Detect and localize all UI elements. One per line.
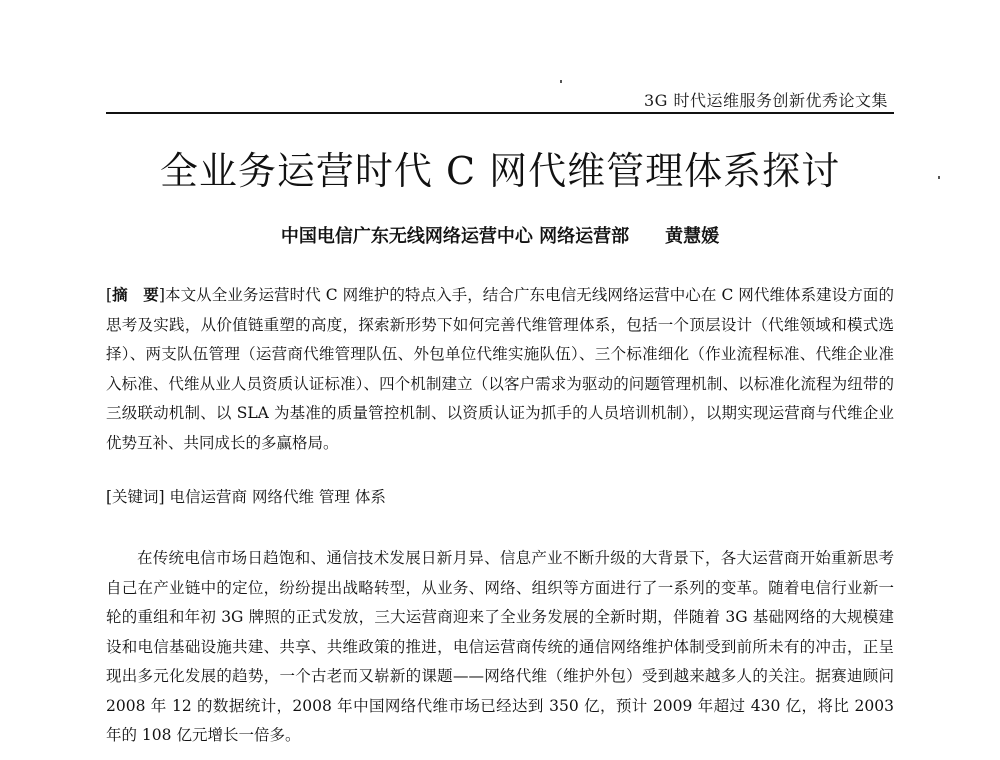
keywords (106, 485, 894, 509)
author-affiliation: 中国电信广东无线网络运营中心 网络运营部 (280, 226, 630, 247)
abstract-label: 摘 要 (112, 285, 159, 304)
scan-speck (560, 80, 562, 83)
header-rule (106, 112, 894, 114)
keywords-label: [关键词] (106, 488, 165, 506)
abstract (106, 280, 894, 458)
author-line (0, 222, 1000, 248)
keywords-text: 电信运营商 网络代维 管理 体系 (169, 488, 386, 506)
abstract-label-close: ] (158, 286, 165, 304)
author-name: 黄慧媛 (665, 226, 720, 247)
body-paragraph: 在传统电信市场日趋饱和、通信技术发展日新月异、信息产业不断升级的大背景下，各大运营商开始重新思考自己在产业链中的定位，纷纷提出战略转型，从业务、网络、组织等方面进行了一系列的变革。随着电信行业新一轮的重组和年初 3G 牌照的正式发放，三大运营商迎来了全业务发展的全新时期，伴随着 3G 基础网络的大规模建设和电信基础设施共建、共享、共维政策的推进，电信运营商传统的通信网络维护体制受到前所未有的冲击，正呈现出多元化发展的趋势，一个古老而又崭新的课题——网络代维（维护外包）受到越来越多人的关注。据赛迪顾问 2008 年 12 的数据统计，2008 年中国网络代维市场已经达到 350 亿，预计 2009 年超过 430 亿，将比 2003 年的 108 亿元增长一倍多。 (106, 549, 894, 744)
abstract-text: 本文从全业务运营时代 C 网维护的特点入手，结合广东电信无线网络运营中心在 C 网代维体系建设方面的思考及实践，从价值链重塑的高度，探索新形势下如何完善代维管理体系，包括一个顶层设计（代维领域和模式选择）、两支队伍管理（运营商代维管理队伍、外包单位代维实施队伍）、三个标准细化（作业流程标准、代维企业准入标准、代维从业人员资质认证标准）、四个机制建立（以客户需求为驱动的问题管理机制、以标准化流程为纽带的三级联动机制、以 SLA 为基准的质量管控机制、以资质认证为抓手的人员培训机制），以期实现运营商与代维企业优势互补、共同成长的多赢格局。 (106, 286, 894, 452)
running-header: 3G 时代运维服务创新优秀论文集 (643, 91, 888, 110)
paper-title: 全业务运营时代 C 网代维管理体系探讨 (159, 149, 841, 193)
abstract-label-open: [ (106, 286, 113, 304)
